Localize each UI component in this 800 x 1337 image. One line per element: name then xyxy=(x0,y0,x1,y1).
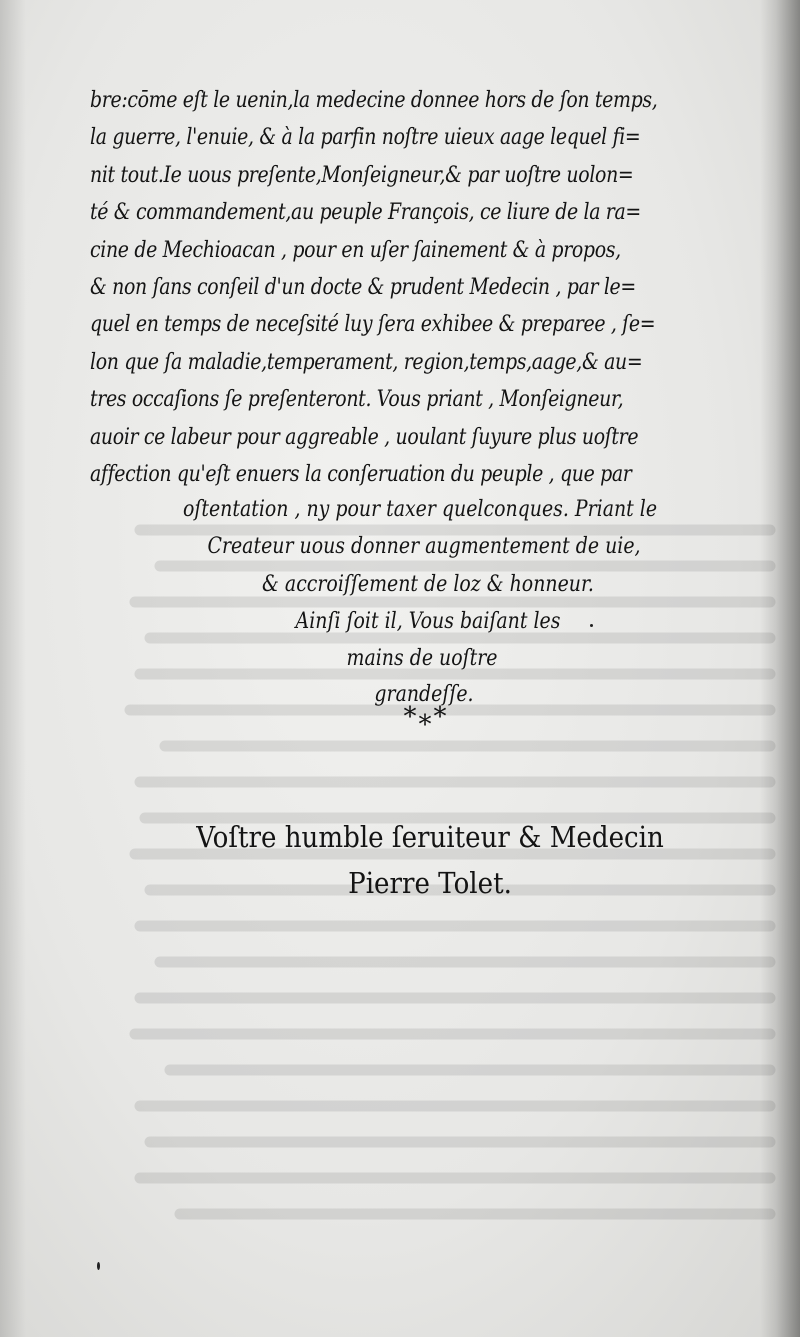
closing-line: grandeſſe. xyxy=(374,682,474,707)
text-line: quel en temps de neceſsité luy ſera exhibee & preparee , ſe= xyxy=(90,312,656,338)
text-line: la guerre, l'enuie, & à la parfin noſtre uieux aage lequel fi= xyxy=(90,125,641,151)
text-line: cine de Mechioacan , pour en uſer ſainement & à propos, xyxy=(90,237,621,263)
text-line: nit tout.Ie uous preſente,Monſeigneur,& par uoſtre uolon= xyxy=(90,162,634,188)
text-line: affection qu'eſt enuers la conſeruation du peuple , que par xyxy=(90,461,632,487)
ink-speck xyxy=(97,1262,100,1270)
text-line: tres occaſions ſe preſenteront. Vous priant , Monſeigneur, xyxy=(90,387,624,413)
closing-line: Createur uous donner augmentement de uie, xyxy=(207,534,641,559)
closing-line: mains de uoſtre xyxy=(346,646,498,671)
text-line: auoir ce labeur pour aggreable , uoulant ſuyure plus uoſtre xyxy=(90,424,639,450)
text-line: & non ſans conſeil d'un docte & prudent Medecin , par le= xyxy=(90,274,636,300)
text-line: bre:cōme eſt le uenin,la medecine donnee hors de ſon temps, xyxy=(90,88,658,113)
letter-body xyxy=(90,82,770,493)
closing-line: oſtentation , ny pour taxer quelconques. Priant le xyxy=(182,497,658,522)
ink-speck xyxy=(590,624,593,627)
closing-line: & accroiſſement de loz & honneur. xyxy=(262,572,594,597)
page-left-shadow xyxy=(0,0,26,1337)
text-line: lon que ſa maladie,temperament, region,temps,aage,& au= xyxy=(90,349,643,375)
signature-line-1: Voſtre humble ſeruiteur & Medecin xyxy=(196,820,664,854)
asterism-ornament: *⁎* xyxy=(403,702,449,732)
signature-name: Pierre Tolet. xyxy=(348,866,512,900)
text-line: té & commandement,au peuple François, ce liure de la ra= xyxy=(90,200,641,226)
closing-line: Ainſi ſoit il, Vous baiſant les xyxy=(295,609,561,634)
